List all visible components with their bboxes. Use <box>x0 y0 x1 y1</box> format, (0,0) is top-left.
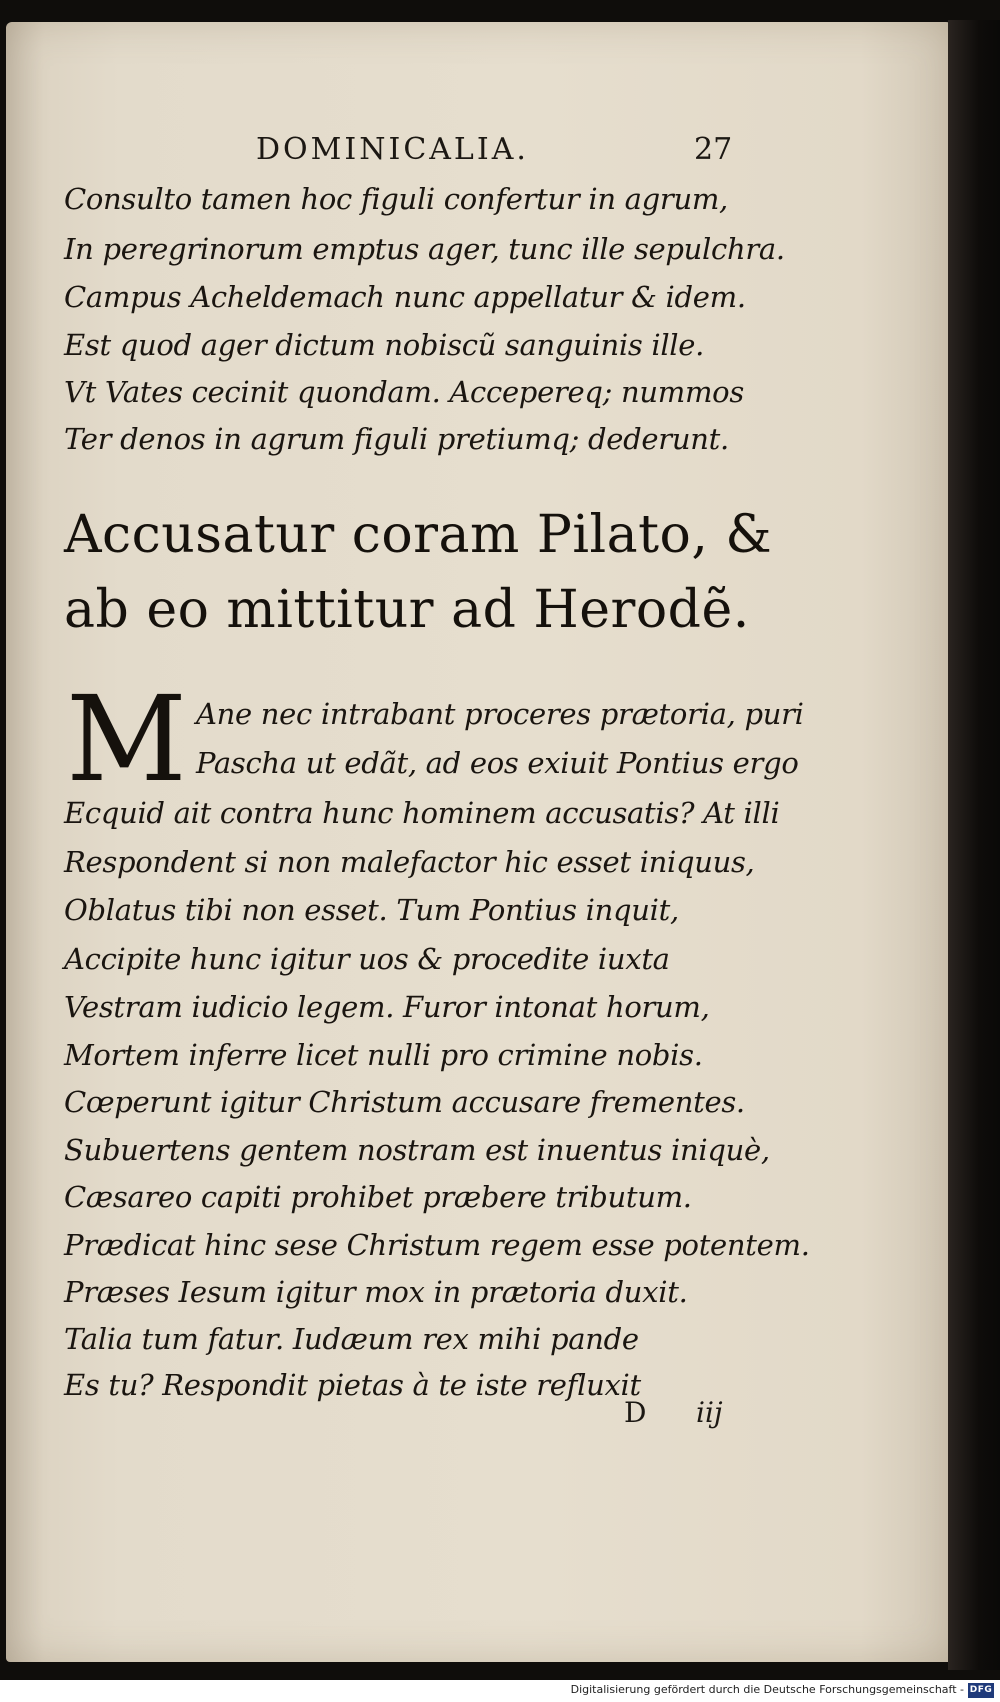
verse-line: Ane nec intrabant proceres prætoria, puri <box>196 697 804 731</box>
verse-line: Accipite hunc igitur uos & procedite iuxta <box>64 942 670 976</box>
verse-line: Talia tum fatur. Iudæum rex mihi pande <box>64 1322 639 1356</box>
verse-line: Præses Iesum igitur mox in prætoria duxit. <box>64 1275 688 1309</box>
verse-line: Ecquid ait contra hunc hominem accusatis? At illi <box>64 796 780 830</box>
verse-line: Ter denos in agrum figuli pretiumq; dederunt. <box>64 422 729 456</box>
verse-line: Vestram iudicio legem. Furor intonat horum, <box>64 990 710 1024</box>
verse-line: Oblatus tibi non esset. Tum Pontius inquit, <box>64 893 679 927</box>
verse-line: Pascha ut edãt, ad eos exiuit Pontius ergo <box>196 746 799 780</box>
verse-line: Cœperunt igitur Christum accusare frementes. <box>64 1085 745 1119</box>
page-number: 27 <box>694 132 733 167</box>
verse-line: Campus Acheldemach nunc appellatur & idem. <box>64 280 746 314</box>
verse-line: Es tu? Respondit pietas à te iste refluxit <box>64 1368 641 1402</box>
verse-line: In peregrinorum emptus ager, tunc ille sepulchra. <box>64 232 785 266</box>
drop-cap: M <box>66 670 187 808</box>
verse-line: Mortem inferre licet nulli pro crimine nobis. <box>64 1038 703 1072</box>
funding-credit: Digitalisierung gefördert durch die Deutsche Forschungsgemeinschaft - <box>570 1683 964 1696</box>
book-page <box>6 22 956 1662</box>
running-head: DOMINICALIA. <box>256 132 529 167</box>
section-heading-line2: ab eo mittitur ad Herodẽ. <box>64 580 750 640</box>
verse-line: Vt Vates cecinit quondam. Accepereq; nummos <box>64 375 744 409</box>
signature-mark-number: iij <box>696 1396 723 1429</box>
section-heading-line1: Accusatur coram Pilato, & <box>64 505 773 565</box>
signature-mark-letter: D <box>624 1396 647 1429</box>
verse-line: Prædicat hinc sese Christum regem esse potentem. <box>64 1228 810 1262</box>
verse-line: Est quod ager dictum nobiscũ sanguinis ille. <box>64 328 705 362</box>
verse-line: Subuertens gentem nostram est inuentus iniquè, <box>64 1133 770 1167</box>
verse-line: Consulto tamen hoc figuli confertur in agrum, <box>64 182 728 216</box>
book-edge <box>948 20 1000 1670</box>
verse-line: Cæsareo capiti prohibet præbere tributum. <box>64 1180 692 1214</box>
verse-line: Respondent si non malefactor hic esset iniquus, <box>64 845 755 879</box>
dfg-logo: DFG <box>968 1683 994 1698</box>
